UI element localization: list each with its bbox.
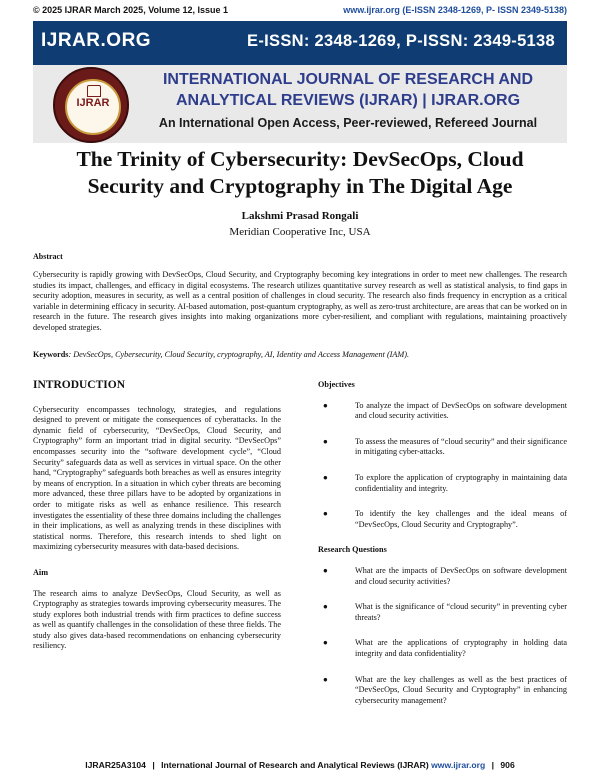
- author-name: Lakshmi Prasad Rongali: [241, 210, 359, 222]
- abstract-heading: Abstract: [33, 252, 63, 261]
- footer-url-link[interactable]: www.ijrar.org: [431, 760, 486, 770]
- footer-separator: |: [491, 760, 495, 770]
- bullet-icon: ●: [323, 472, 328, 482]
- bullet-icon: ●: [323, 565, 328, 575]
- aim-text: The research aims to analyze DevSecOps, Cloud Security, as well as Cryptography as strategies towards improving cybersecurity measures. The study explores both industrial trends with firm practices to define success as well as quantify challenges in the consolidation of these three fields. The study also gives data-based recommendations on enhancing cybersecurity resiliency.: [33, 588, 281, 651]
- keywords-label: Keywords: [33, 350, 69, 359]
- list-item: ● What are the key challenges as well as the best practices of “DevSecOps, Cloud Security and Cryptography” in enhancing cybersecurity management?: [323, 674, 567, 705]
- page-number: 906: [500, 760, 515, 770]
- left-column: [33, 380, 281, 667]
- bullet-icon: ●: [323, 436, 328, 446]
- journal-name-line1: INTERNATIONAL JOURNAL OF RESEARCH AND: [162, 71, 534, 88]
- objectives-list: [318, 401, 567, 531]
- page-footer: [0, 760, 600, 770]
- footer-separator: |: [152, 760, 155, 770]
- bullet-icon: ●: [323, 602, 328, 612]
- introduction-heading: INTRODUCTION: [33, 379, 126, 391]
- objectives-heading: Objectives: [318, 380, 355, 389]
- abstract-text: Cybersecurity is rapidly growing with DevSecOps, Cloud Security, and Cryptography becoming key integrations in order to meet new challenges. The research studies its impact, challenges, and efficacy in digital ecosystems. The research utilizes quantitative survey research as well as statistical analysis, to find gaps in security adoption, measures in security, as well as a central position of challenges in cloud security. The research also finds frequency in encryption as a critical variable in determining efficacy in security. AI-based automation, post-quantum cryptography, as well as zero-trust architecture, are areas that can be worked on in research in the future. The research gives insights into making organizations more cyber-resilient, and compliant with regulations, maintaining proactively developed strategies.: [33, 270, 567, 332]
- journal-url-issn: [343, 5, 567, 15]
- footer-journal-name: International Journal of Research and Analytical Reviews (IJRAR): [161, 760, 429, 770]
- list-item: ● What is the significance of “cloud security” in preventing cyber threats?: [323, 602, 567, 622]
- author-affiliation: Meridian Cooperative Inc, USA: [229, 226, 371, 238]
- aim-heading: Aim: [33, 567, 49, 577]
- logo-book-icon: [87, 85, 101, 97]
- list-item: ● What are the impacts of DevSecOps on software development and cloud security activities?: [323, 565, 567, 586]
- bullet-icon: ●: [323, 674, 328, 684]
- bullet-icon: ●: [323, 400, 328, 410]
- journal-name-line2: ANALYTICAL REVIEWS (IJRAR) | IJRAR.ORG: [175, 92, 521, 109]
- paper-id: IJRAR25A3104: [85, 760, 146, 770]
- journal-masthead: [33, 65, 567, 143]
- banner-issn: E-ISSN: 2348-1269, P-ISSN: 2349-5138: [247, 32, 555, 50]
- research-questions-list: [318, 566, 567, 706]
- list-item: ● To identify the key challenges and the ideal means of “DevSecOps, Cloud Security and Cryptography”.: [323, 509, 567, 529]
- list-item: ● To explore the application of cryptography in maintaining data confidentiality and integrity.: [323, 472, 567, 493]
- bullet-icon: ●: [323, 638, 328, 648]
- issn-text: (E-ISSN 2348-1269, P- ISSN 2349-5138): [402, 5, 567, 15]
- list-item: ● To analyze the impact of DevSecOps on software development and cloud security activities.: [323, 400, 567, 421]
- keywords-list: : DevSecOps, Cybersecurity, Cloud Security, cryptography, AI, Identity and Access Management (IAM).: [68, 350, 410, 359]
- keywords: [33, 350, 567, 361]
- list-item: ● To assess the measures of “cloud security” and their significance in mitigating cyber-attacks.: [323, 436, 567, 457]
- journal-tagline: An International Open Access, Peer-reviewed, Refereed Journal: [158, 116, 538, 130]
- logo-text: IJRAR: [76, 97, 110, 109]
- introduction-text: Cybersecurity encompasses technology, strategies, and regulations designed to prevent or mitigate the consequences of cyberattacks. In the dynamic field of cybersecurity, “DevSecOps, Cloud Security, and Cryptography” form an important triad in digital security. “DevSecOps” encompasses security into the “software development cycle”, “Cloud Security” safeguards data as well as services in virtual space. On the other hand, “Cryptography” safeguards both breaches as well as ensures integrity by means of encryption. In a situation in which cyber threats are becoming more advanced, these three pillars have to be adopted by organizations in order to mitigate risks as well as enhance resilience. This research investigates the essentiality of these three domains including the challenges in their implications, as well as analyzing trends in these disciplines with statistical norms. Therefore, this research intends to shed light on maximizing cybersecurity measures with data-based decisions.: [33, 404, 281, 552]
- ijrar-logo-icon: [53, 67, 129, 143]
- research-questions-heading: Research Questions: [318, 545, 387, 555]
- banner-site-name: IJRAR.ORG: [41, 30, 152, 51]
- bullet-icon: ●: [323, 509, 328, 519]
- journal-url-link[interactable]: www.ijrar.org: [343, 5, 400, 15]
- right-column: [318, 380, 567, 721]
- paper-title: The Trinity of Cybersecurity: DevSecOps, Cloud Security and Cryptography in The Digital Age: [76, 147, 524, 198]
- running-header: [33, 5, 567, 17]
- journal-banner: [33, 21, 567, 65]
- list-item: ● What are the applications of cryptography in holding data integrity and data confidentiality?: [323, 638, 567, 658]
- issue-info: © 2025 IJRAR March 2025, Volume 12, Issue 1: [33, 5, 229, 15]
- logo-inner-seal: [65, 79, 121, 135]
